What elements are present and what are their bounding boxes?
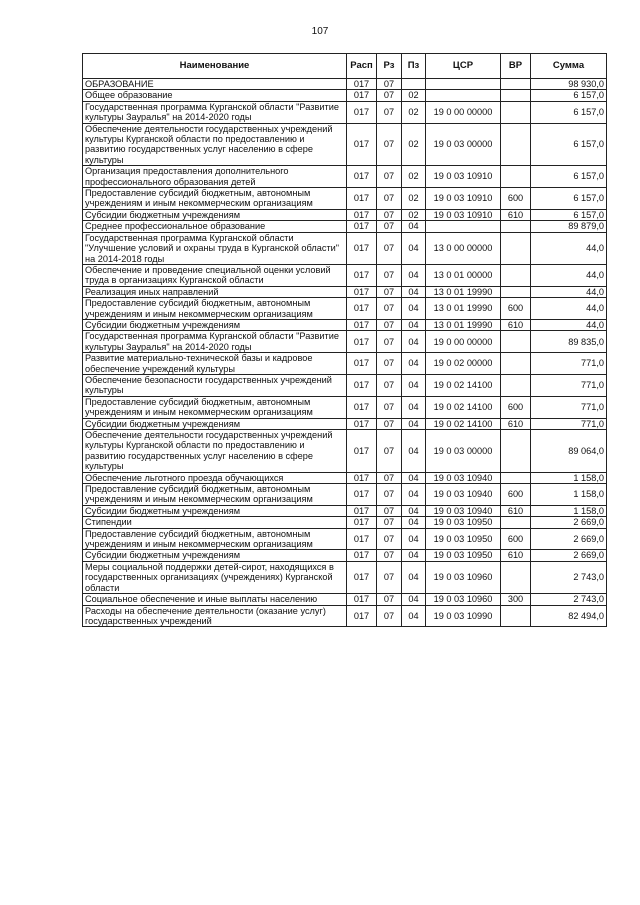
cell-sum: 771,0 <box>531 374 607 396</box>
table-row <box>83 221 607 232</box>
cell-sum: 2 669,0 <box>531 517 607 528</box>
cell-pz: 04 <box>402 353 426 375</box>
cell-csr: 13 0 01 00000 <box>426 264 501 286</box>
cell-rz: 07 <box>377 484 402 506</box>
table-row <box>83 232 607 264</box>
table-row <box>83 79 607 90</box>
cell-name: Организация предоставления дополнительного профессионального образования детей <box>83 166 347 188</box>
cell-vr <box>501 286 531 297</box>
col-header-rz: Рз <box>377 54 402 79</box>
cell-sum: 44,0 <box>531 286 607 297</box>
cell-rasp: 017 <box>347 594 377 605</box>
cell-rasp: 017 <box>347 430 377 473</box>
cell-pz: 04 <box>402 232 426 264</box>
cell-sum: 44,0 <box>531 298 607 320</box>
cell-rz: 07 <box>377 331 402 353</box>
cell-vr: 600 <box>501 528 531 550</box>
cell-name: Предоставление субсидий бюджетным, автономным учреждениям и иным некоммерческим организациям <box>83 188 347 210</box>
cell-csr: 19 0 00 00000 <box>426 331 501 353</box>
cell-pz: 04 <box>402 517 426 528</box>
cell-vr <box>501 374 531 396</box>
cell-sum: 6 157,0 <box>531 90 607 101</box>
cell-rz: 07 <box>377 374 402 396</box>
cell-name: Развитие материально-технической базы и кадровое обеспечение учреждений культуры <box>83 353 347 375</box>
table-row <box>83 264 607 286</box>
cell-sum: 2 669,0 <box>531 528 607 550</box>
table-row <box>83 484 607 506</box>
cell-name: Социальное обеспечение и иные выплаты населению <box>83 594 347 605</box>
cell-rasp: 017 <box>347 209 377 220</box>
cell-pz: 04 <box>402 286 426 297</box>
cell-csr: 19 0 02 14100 <box>426 418 501 429</box>
cell-pz: 04 <box>402 396 426 418</box>
cell-rz: 07 <box>377 123 402 166</box>
cell-rasp: 017 <box>347 221 377 232</box>
cell-name: Обеспечение и проведение специальной оценки условий труда в организациях Курганской области <box>83 264 347 286</box>
cell-vr <box>501 472 531 483</box>
table-row <box>83 561 607 593</box>
cell-sum: 1 158,0 <box>531 484 607 506</box>
cell-rz: 07 <box>377 550 402 561</box>
cell-csr: 19 0 02 14100 <box>426 374 501 396</box>
cell-csr: 13 0 01 19990 <box>426 298 501 320</box>
cell-name: Среднее профессиональное образование <box>83 221 347 232</box>
cell-csr: 19 0 03 10910 <box>426 209 501 220</box>
cell-rasp: 017 <box>347 605 377 627</box>
cell-name: Стипендии <box>83 517 347 528</box>
cell-rasp: 017 <box>347 528 377 550</box>
cell-name: Общее образование <box>83 90 347 101</box>
table-row <box>83 319 607 330</box>
col-header-rasp: Расп <box>347 54 377 79</box>
table-row <box>83 209 607 220</box>
cell-name: Расходы на обеспечение деятельности (оказание услуг) государственных учреждений <box>83 605 347 627</box>
cell-pz: 04 <box>402 319 426 330</box>
table-row <box>83 550 607 561</box>
cell-sum: 771,0 <box>531 353 607 375</box>
col-header-pz: Пз <box>402 54 426 79</box>
table-row <box>83 374 607 396</box>
cell-name: Предоставление субсидий бюджетным, автономным учреждениям и иным некоммерческим организациям <box>83 298 347 320</box>
cell-pz: 04 <box>402 484 426 506</box>
cell-pz: 02 <box>402 166 426 188</box>
cell-pz: 04 <box>402 550 426 561</box>
cell-pz: 04 <box>402 430 426 473</box>
cell-rasp: 017 <box>347 79 377 90</box>
cell-vr <box>501 123 531 166</box>
cell-name: Обеспечение безопасности государственных учреждений культуры <box>83 374 347 396</box>
cell-name: Предоставление субсидий бюджетным, автономным учреждениям и иным некоммерческим организациям <box>83 396 347 418</box>
cell-rasp: 017 <box>347 418 377 429</box>
cell-vr: 610 <box>501 505 531 516</box>
cell-sum: 89 064,0 <box>531 430 607 473</box>
cell-sum: 6 157,0 <box>531 101 607 123</box>
table-row <box>83 286 607 297</box>
cell-name: ОБРАЗОВАНИЕ <box>83 79 347 90</box>
cell-sum: 2 743,0 <box>531 561 607 593</box>
cell-sum: 2 669,0 <box>531 550 607 561</box>
cell-rasp: 017 <box>347 374 377 396</box>
cell-name: Меры социальной поддержки детей-сирот, находящихся в государственных организациях (учреждениях) Курганской области <box>83 561 347 593</box>
cell-sum: 98 930,0 <box>531 79 607 90</box>
table-row <box>83 331 607 353</box>
cell-sum: 771,0 <box>531 418 607 429</box>
cell-sum: 82 494,0 <box>531 605 607 627</box>
cell-vr <box>501 90 531 101</box>
cell-rz: 07 <box>377 353 402 375</box>
cell-name: Обеспечение деятельности государственных учреждений культуры Курганской области по предоставлению и развитию государственных услуг населению в сфере культуры <box>83 123 347 166</box>
cell-vr <box>501 430 531 473</box>
cell-csr: 19 0 02 00000 <box>426 353 501 375</box>
cell-pz: 02 <box>402 90 426 101</box>
cell-vr: 610 <box>501 418 531 429</box>
cell-csr: 19 0 03 10910 <box>426 188 501 210</box>
page-number: 107 <box>311 26 329 37</box>
cell-rasp: 017 <box>347 286 377 297</box>
cell-name: Государственная программа Курганской области "Развитие культуры Зауралья" на 2014-2020 годы <box>83 331 347 353</box>
header-row <box>83 54 607 79</box>
col-header-sum: Сумма <box>531 54 607 79</box>
cell-rz: 07 <box>377 79 402 90</box>
table-header <box>83 54 607 79</box>
cell-csr: 19 0 00 00000 <box>426 101 501 123</box>
cell-pz: 04 <box>402 264 426 286</box>
table-row <box>83 298 607 320</box>
cell-name: Субсидии бюджетным учреждениям <box>83 209 347 220</box>
cell-vr <box>501 331 531 353</box>
cell-pz: 04 <box>402 605 426 627</box>
cell-name: Обеспечение льготного проезда обучающихся <box>83 472 347 483</box>
table-row <box>83 418 607 429</box>
cell-csr: 13 0 00 00000 <box>426 232 501 264</box>
cell-rasp: 017 <box>347 505 377 516</box>
table-row <box>83 101 607 123</box>
cell-rz: 07 <box>377 319 402 330</box>
cell-vr <box>501 561 531 593</box>
cell-rz: 07 <box>377 232 402 264</box>
cell-pz: 02 <box>402 101 426 123</box>
table-row <box>83 123 607 166</box>
cell-name: Реализация иных направлений <box>83 286 347 297</box>
cell-csr: 19 0 03 10940 <box>426 484 501 506</box>
cell-sum: 2 743,0 <box>531 594 607 605</box>
cell-rz: 07 <box>377 396 402 418</box>
cell-rz: 07 <box>377 286 402 297</box>
cell-name: Предоставление субсидий бюджетным, автономным учреждениям и иным некоммерческим организациям <box>83 484 347 506</box>
cell-csr <box>426 79 501 90</box>
cell-rasp: 017 <box>347 396 377 418</box>
cell-rasp: 017 <box>347 123 377 166</box>
cell-vr <box>501 221 531 232</box>
cell-pz: 04 <box>402 472 426 483</box>
cell-vr <box>501 605 531 627</box>
cell-vr: 600 <box>501 298 531 320</box>
cell-vr <box>501 166 531 188</box>
col-header-csr: ЦСР <box>426 54 501 79</box>
cell-rz: 07 <box>377 188 402 210</box>
table-row <box>83 594 607 605</box>
cell-csr: 19 0 03 00000 <box>426 123 501 166</box>
cell-vr: 600 <box>501 484 531 506</box>
cell-sum: 6 157,0 <box>531 188 607 210</box>
table-row <box>83 166 607 188</box>
cell-rasp: 017 <box>347 331 377 353</box>
cell-name: Субсидии бюджетным учреждениям <box>83 505 347 516</box>
cell-sum: 44,0 <box>531 232 607 264</box>
cell-rasp: 017 <box>347 319 377 330</box>
cell-sum: 89 879,0 <box>531 221 607 232</box>
table-row <box>83 605 607 627</box>
cell-pz: 02 <box>402 209 426 220</box>
cell-pz: 04 <box>402 331 426 353</box>
cell-csr: 19 0 02 14100 <box>426 396 501 418</box>
cell-pz: 04 <box>402 528 426 550</box>
cell-rz: 07 <box>377 90 402 101</box>
table-row <box>83 517 607 528</box>
cell-vr <box>501 517 531 528</box>
cell-name: Субсидии бюджетным учреждениям <box>83 418 347 429</box>
cell-csr: 19 0 03 10960 <box>426 561 501 593</box>
cell-rz: 07 <box>377 528 402 550</box>
cell-csr: 19 0 03 10940 <box>426 472 501 483</box>
cell-sum: 1 158,0 <box>531 472 607 483</box>
cell-pz: 04 <box>402 221 426 232</box>
cell-pz: 02 <box>402 123 426 166</box>
cell-rasp: 017 <box>347 90 377 101</box>
cell-csr: 19 0 03 10990 <box>426 605 501 627</box>
cell-vr <box>501 232 531 264</box>
cell-rz: 07 <box>377 221 402 232</box>
cell-csr: 19 0 03 10910 <box>426 166 501 188</box>
cell-name: Предоставление субсидий бюджетным, автономным учреждениям и иным некоммерческим организациям <box>83 528 347 550</box>
cell-rz: 07 <box>377 472 402 483</box>
cell-pz: 04 <box>402 298 426 320</box>
cell-vr: 600 <box>501 188 531 210</box>
cell-vr <box>501 264 531 286</box>
cell-pz <box>402 79 426 90</box>
cell-sum: 6 157,0 <box>531 123 607 166</box>
cell-rasp: 017 <box>347 101 377 123</box>
cell-vr: 610 <box>501 319 531 330</box>
cell-sum: 44,0 <box>531 264 607 286</box>
cell-vr <box>501 353 531 375</box>
cell-sum: 6 157,0 <box>531 166 607 188</box>
table-row <box>83 505 607 516</box>
cell-vr: 610 <box>501 550 531 561</box>
cell-rz: 07 <box>377 101 402 123</box>
cell-name: Субсидии бюджетным учреждениям <box>83 550 347 561</box>
cell-rasp: 017 <box>347 472 377 483</box>
cell-csr: 13 0 01 19990 <box>426 286 501 297</box>
cell-name: Обеспечение деятельности государственных учреждений культуры Курганской области по предоставлению и развитию государственных услуг населению в сфере культуры <box>83 430 347 473</box>
cell-rasp: 017 <box>347 517 377 528</box>
cell-rasp: 017 <box>347 264 377 286</box>
cell-csr: 19 0 03 10960 <box>426 594 501 605</box>
cell-csr: 13 0 01 19990 <box>426 319 501 330</box>
cell-rz: 07 <box>377 418 402 429</box>
cell-csr: 19 0 03 10950 <box>426 517 501 528</box>
table-row <box>83 90 607 101</box>
cell-csr: 19 0 03 10940 <box>426 505 501 516</box>
cell-vr <box>501 79 531 90</box>
table-row <box>83 430 607 473</box>
table-row <box>83 396 607 418</box>
table-row <box>83 528 607 550</box>
cell-rz: 07 <box>377 605 402 627</box>
cell-csr <box>426 90 501 101</box>
cell-csr: 19 0 03 00000 <box>426 430 501 473</box>
cell-sum: 44,0 <box>531 319 607 330</box>
cell-vr: 600 <box>501 396 531 418</box>
cell-name: Субсидии бюджетным учреждениям <box>83 319 347 330</box>
cell-rasp: 017 <box>347 484 377 506</box>
cell-rasp: 017 <box>347 166 377 188</box>
cell-sum: 1 158,0 <box>531 505 607 516</box>
cell-pz: 04 <box>402 505 426 516</box>
cell-csr: 19 0 03 10950 <box>426 550 501 561</box>
table-row <box>83 353 607 375</box>
cell-pz: 04 <box>402 418 426 429</box>
cell-vr <box>501 101 531 123</box>
cell-sum: 771,0 <box>531 396 607 418</box>
cell-rz: 07 <box>377 505 402 516</box>
cell-rz: 07 <box>377 517 402 528</box>
cell-name: Государственная программа Курганской области "Улучшение условий и охраны труда в Курганской области" на 2014-2018 годы <box>83 232 347 264</box>
cell-pz: 04 <box>402 594 426 605</box>
cell-csr: 19 0 03 10950 <box>426 528 501 550</box>
col-header-name: Наименование <box>83 54 347 79</box>
col-header-vr: ВР <box>501 54 531 79</box>
cell-sum: 89 835,0 <box>531 331 607 353</box>
cell-name: Государственная программа Курганской области "Развитие культуры Зауралья" на 2014-2020 годы <box>83 101 347 123</box>
cell-rz: 07 <box>377 166 402 188</box>
cell-rz: 07 <box>377 430 402 473</box>
cell-rasp: 017 <box>347 353 377 375</box>
cell-sum: 6 157,0 <box>531 209 607 220</box>
cell-rasp: 017 <box>347 298 377 320</box>
table-row <box>83 472 607 483</box>
cell-vr: 610 <box>501 209 531 220</box>
cell-rz: 07 <box>377 561 402 593</box>
cell-csr <box>426 221 501 232</box>
budget-table <box>82 53 607 627</box>
cell-rz: 07 <box>377 298 402 320</box>
cell-pz: 04 <box>402 374 426 396</box>
table-row <box>83 188 607 210</box>
table-body <box>83 79 607 627</box>
cell-rasp: 017 <box>347 188 377 210</box>
cell-rasp: 017 <box>347 550 377 561</box>
cell-rasp: 017 <box>347 561 377 593</box>
cell-vr: 300 <box>501 594 531 605</box>
cell-pz: 02 <box>402 188 426 210</box>
cell-rz: 07 <box>377 594 402 605</box>
cell-pz: 04 <box>402 561 426 593</box>
cell-rz: 07 <box>377 264 402 286</box>
cell-rasp: 017 <box>347 232 377 264</box>
cell-rz: 07 <box>377 209 402 220</box>
